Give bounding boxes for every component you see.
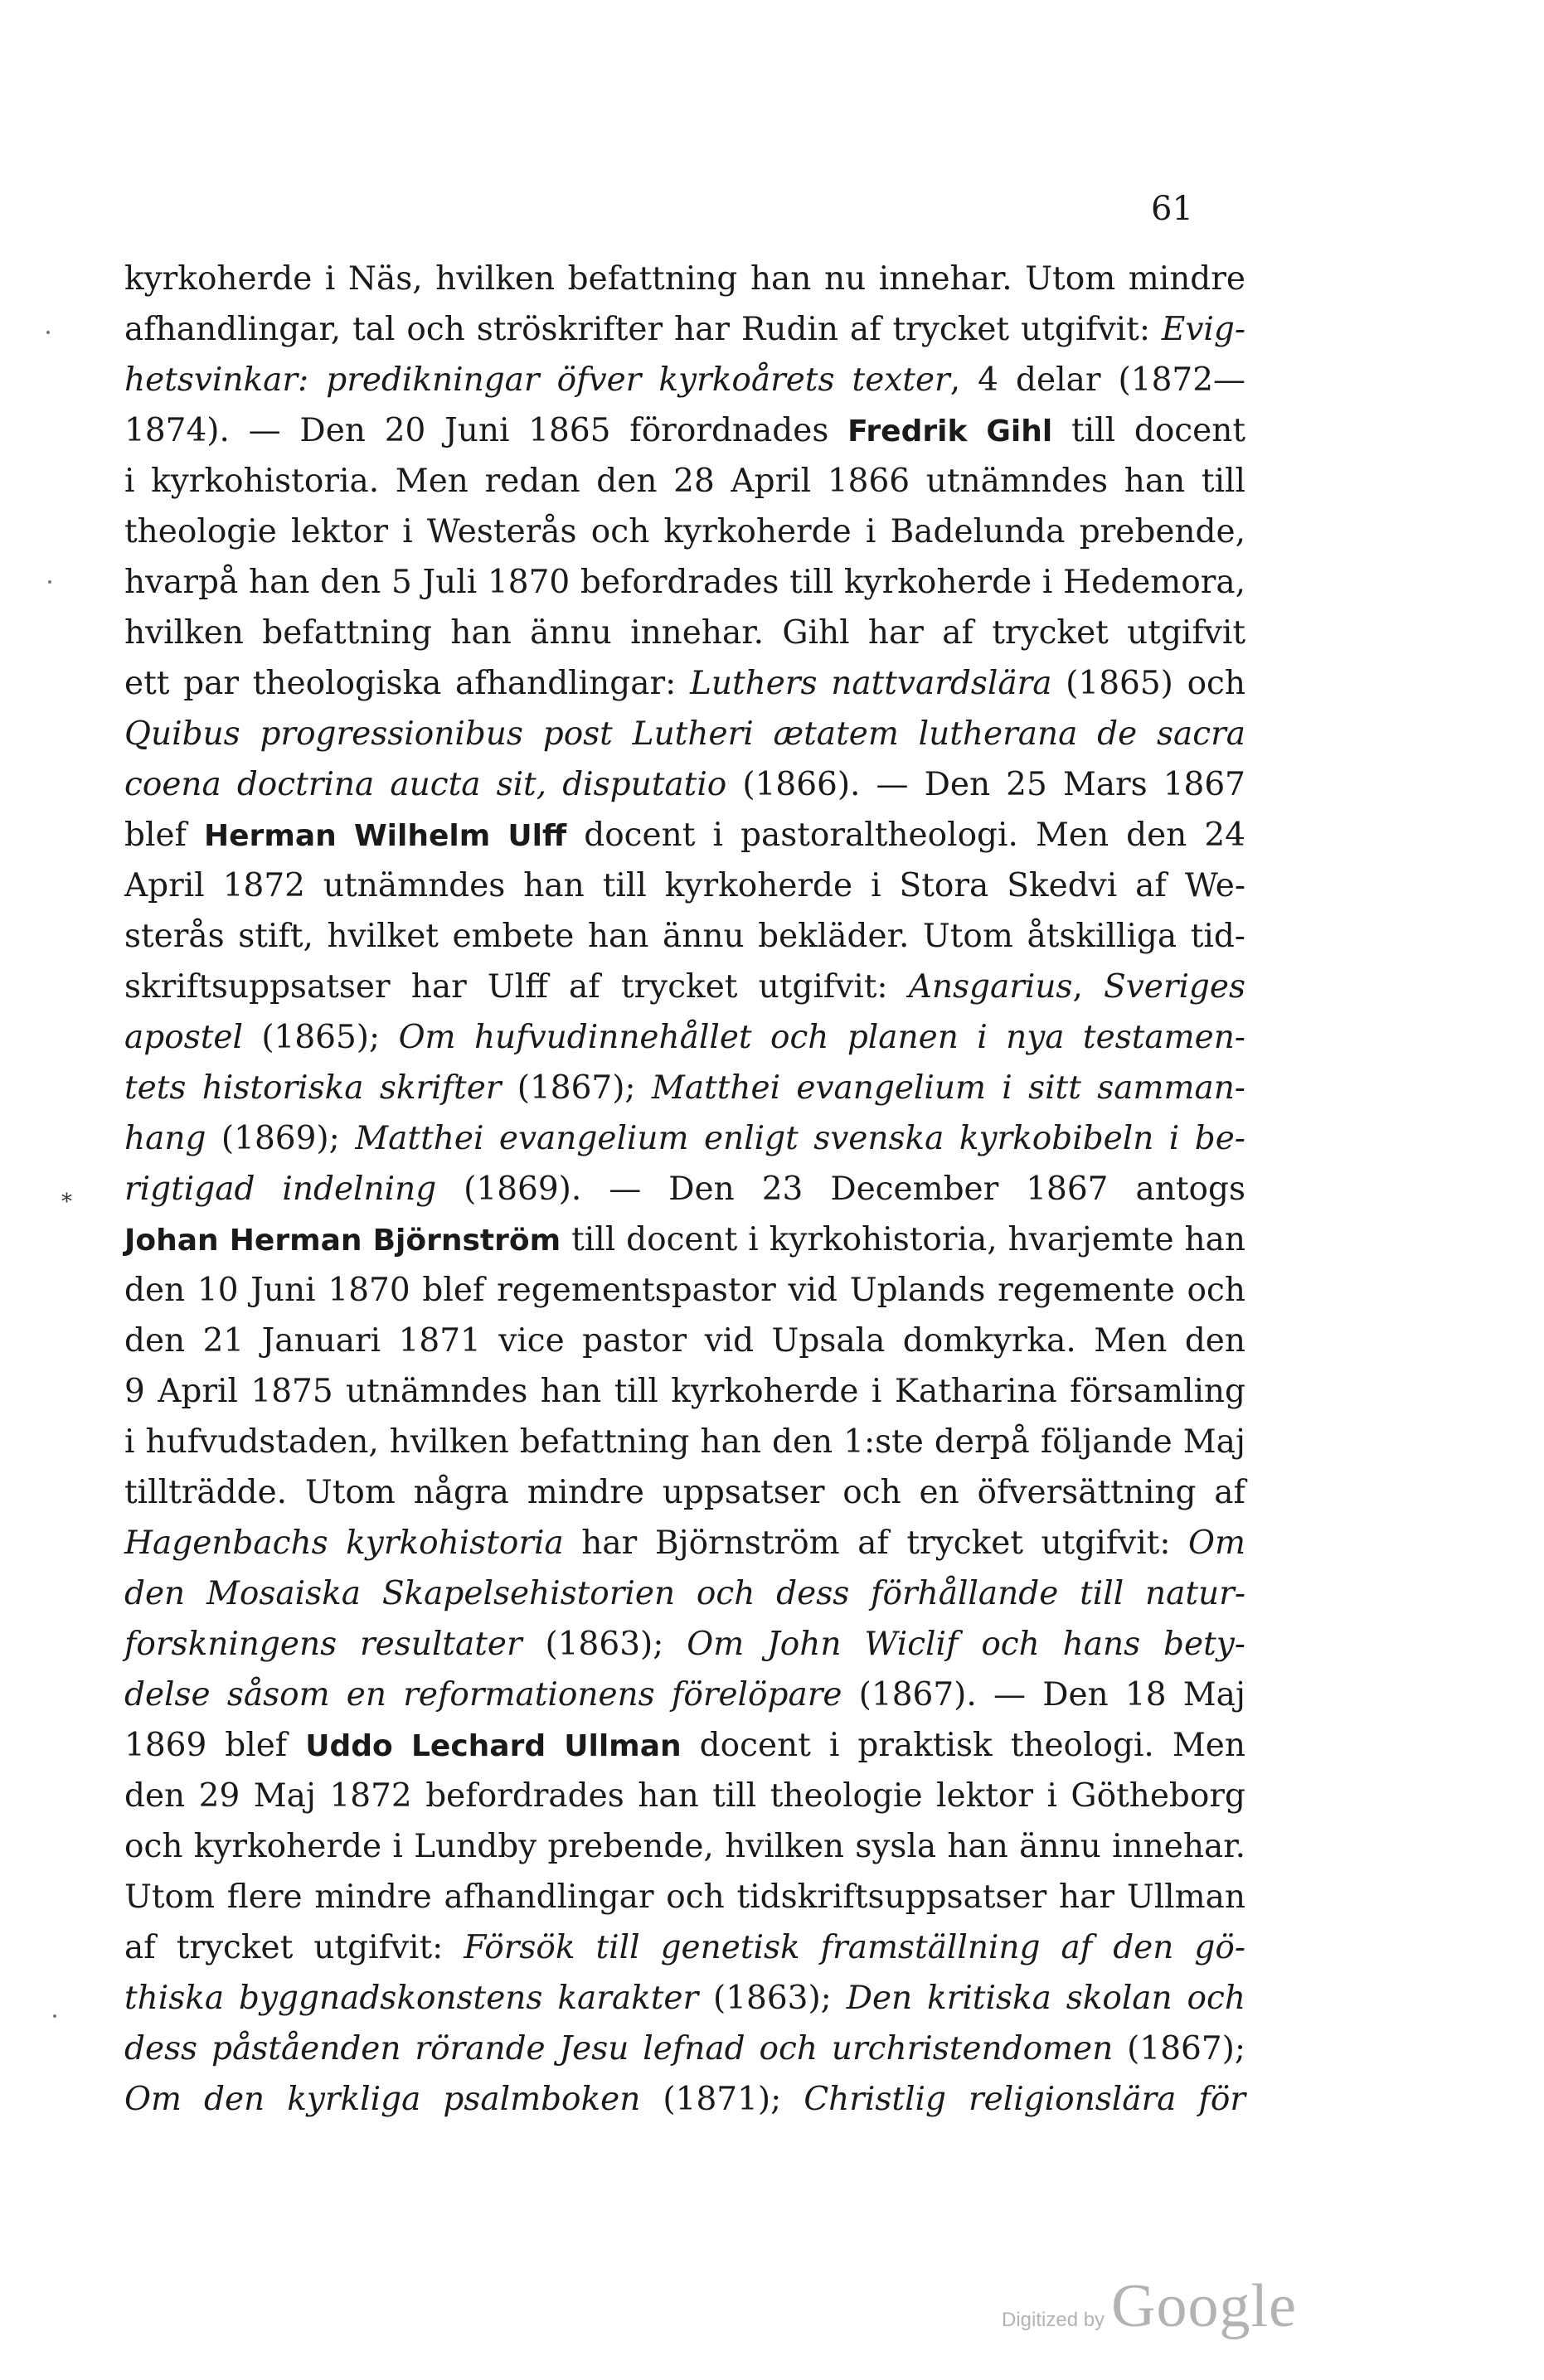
text-segment: den 29 Maj 1872 befordrades han till theologie lektor i Götheborg xyxy=(124,1777,1245,1815)
text-line xyxy=(124,1012,1245,1063)
text-segment: sterås stift, hvilket embete han ännu bekläder. Utom åtskilliga tid- xyxy=(124,918,1245,955)
title-italic: Luthers nattvardslära xyxy=(689,665,1052,702)
title-italic: Hagenbachs kyrkohistoria xyxy=(124,1524,564,1562)
title-italic: hang xyxy=(124,1120,206,1157)
text-segment: till docent xyxy=(1052,412,1246,449)
text-segment: har Björnström af trycket utgifvit: xyxy=(563,1524,1189,1562)
text-segment: docent i praktisk theologi. Men xyxy=(681,1727,1245,1764)
text-line xyxy=(124,2024,1245,2074)
text-segment: ett par theologiska afhandlingar: xyxy=(124,665,690,702)
text-line xyxy=(124,1366,1245,1417)
person-name: Fredrik Gihl xyxy=(847,414,1053,448)
text-segment: theologie lektor i Westerås och kyrkoherde i Badelunda prebende, xyxy=(124,513,1245,550)
text-line xyxy=(124,1063,1245,1113)
text-segment: hvilken befattning han ännu innehar. Gihl har af trycket utgifvit xyxy=(124,614,1245,652)
text-line xyxy=(124,1720,1245,1771)
text-line xyxy=(124,658,1245,709)
text-line xyxy=(124,1113,1245,1164)
text-segment: hvarpå han den 5 Juli 1870 befordrades till kyrkoherde i Hedemora, xyxy=(124,564,1245,601)
text-segment: (1867). — Den 18 Maj xyxy=(842,1676,1246,1714)
text-line xyxy=(124,405,1245,456)
text-line xyxy=(124,1670,1245,1720)
text-line xyxy=(124,557,1245,608)
text-line xyxy=(124,1214,1245,1265)
text-segment: (1869); xyxy=(206,1120,356,1157)
text-segment: (1863); xyxy=(522,1626,687,1663)
title-italic: dess påståenden rörande Jesu lefnad och urchristendomen xyxy=(124,2030,1114,2067)
text-segment: afhandlingar, tal och ströskrifter har Rudin af trycket utgifvit: xyxy=(124,311,1162,348)
title-italic: Ansgarius xyxy=(908,968,1073,1006)
title-italic: thiska byggnadskonstens karakter xyxy=(124,1980,699,2017)
text-segment: , xyxy=(1072,968,1104,1006)
title-italic: delse såsom en reformationens förelöpare xyxy=(124,1676,842,1714)
text-line xyxy=(124,860,1245,911)
title-italic: Om hufvudinnehållet och planen i nya testamen- xyxy=(398,1019,1245,1056)
text-line xyxy=(124,962,1245,1012)
title-italic: Den kritiska skolan och xyxy=(846,1980,1245,2017)
text-line xyxy=(124,1568,1245,1619)
text-segment: tillträdde. Utom några mindre uppsatser och en öfversättning af xyxy=(124,1474,1245,1511)
text-segment: och kyrkoherde i Lundby prebende, hvilken sysla han ännu innehar. xyxy=(124,1828,1245,1865)
title-italic: Matthei evangelium i sitt samman- xyxy=(651,1069,1245,1107)
text-segment: (1863); xyxy=(698,1980,847,2017)
text-segment: , 4 delar (1872— xyxy=(949,361,1246,399)
title-italic: Sveriges xyxy=(1103,968,1245,1006)
text-segment: af trycket utgifvit: xyxy=(124,1929,464,1966)
text-line xyxy=(124,1265,1245,1316)
text-segment: 9 April 1875 utnämndes han till kyrkoherde i Katharina församling xyxy=(124,1373,1245,1410)
title-italic: Matthei evangelium enligt svenska kyrkobibeln i be- xyxy=(355,1120,1245,1157)
text-segment: den 21 Januari 1871 vice pastor vid Upsala domkyrka. Men den xyxy=(124,1322,1245,1360)
watermark-prefix: Digitized by xyxy=(1002,2309,1105,2331)
text-segment: den 10 Juni 1870 blef regementspastor vid Uplands regemente och xyxy=(124,1272,1245,1309)
text-line xyxy=(124,1164,1245,1214)
title-italic: Försök till genetisk framställning af den gö- xyxy=(464,1929,1245,1966)
title-italic: den Mosaiska Skapelsehistorien och dess förhållande till natur- xyxy=(124,1575,1245,1612)
text-line xyxy=(124,456,1245,507)
text-segment: (1865); xyxy=(242,1019,399,1056)
title-italic: Christlig religionslära för xyxy=(804,2081,1245,2118)
text-line xyxy=(124,1872,1245,1922)
text-line xyxy=(124,2074,1245,2125)
text-line xyxy=(124,1316,1245,1366)
text-segment: blef xyxy=(124,817,205,854)
text-line xyxy=(124,709,1245,759)
text-line xyxy=(124,1922,1245,1973)
margin-dot xyxy=(46,331,50,334)
title-italic: apostel xyxy=(124,1019,243,1056)
title-italic: Quibus progressionibus post Lutheri ætatem lutherana de sacra xyxy=(124,715,1245,753)
title-italic: Om xyxy=(1188,1524,1246,1562)
person-name: Herman Wilhelm Ulff xyxy=(204,819,567,853)
watermark-brand: Google xyxy=(1111,2272,1297,2340)
title-italic: Om John Wiclif och hans bety- xyxy=(687,1626,1245,1663)
text-segment: i hufvudstaden, hvilken befattning han den 1:ste derpå följande Maj xyxy=(124,1423,1245,1461)
text-segment: i kyrkohistoria. Men redan den 28 April 1866 utnämndes han till xyxy=(124,463,1245,500)
text-segment: 1874). — Den 20 Juni 1865 förordnades xyxy=(124,412,848,449)
text-segment: (1866). — Den 25 Mars 1867 xyxy=(726,766,1245,803)
text-segment: till docent i kyrkohistoria, hvarjemte han xyxy=(561,1221,1245,1258)
margin-dot xyxy=(53,2014,56,2018)
text-segment: (1865) och xyxy=(1051,665,1246,702)
title-italic: Evig- xyxy=(1161,311,1245,348)
text-line xyxy=(124,355,1245,405)
text-segment: docent i pastoraltheologi. Men den 24 xyxy=(566,817,1245,854)
body-text xyxy=(124,254,1245,2125)
title-italic: forskningens resultater xyxy=(124,1626,522,1663)
text-line xyxy=(124,304,1245,355)
title-italic: rigtigad indelning xyxy=(124,1171,437,1208)
margin-mark: * xyxy=(61,1190,72,1214)
title-italic: coena doctrina aucta sit, disputatio xyxy=(124,766,727,803)
text-line xyxy=(124,1771,1245,1821)
text-line xyxy=(124,810,1245,860)
text-segment: (1867); xyxy=(501,1069,652,1107)
page-number: 61 xyxy=(1151,190,1193,228)
text-line xyxy=(124,1518,1245,1568)
text-line xyxy=(124,608,1245,658)
text-line xyxy=(124,1417,1245,1467)
text-segment: kyrkoherde i Näs, hvilken befattning han nu innehar. Utom mindre xyxy=(124,260,1245,298)
text-line xyxy=(124,911,1245,962)
text-segment: Utom flere mindre afhandlingar och tidskriftsuppsatser har Ullman xyxy=(124,1878,1245,1916)
text-segment: April 1872 utnämndes han till kyrkoherde i Stora Skedvi af We- xyxy=(124,867,1245,904)
margin-dot xyxy=(48,580,51,584)
text-segment: 1869 blef xyxy=(124,1727,306,1764)
title-italic: tets historiska skrifter xyxy=(124,1069,502,1107)
text-segment: skriftsuppsatser har Ulff af trycket utgifvit: xyxy=(124,968,909,1006)
text-line xyxy=(124,1821,1245,1872)
text-line xyxy=(124,1467,1245,1518)
title-italic: Om den kyrkliga psalmboken xyxy=(124,2081,641,2118)
text-segment: (1871); xyxy=(640,2081,804,2118)
person-name: Johan Herman Björnström xyxy=(124,1224,561,1258)
text-line xyxy=(124,254,1245,304)
text-line xyxy=(124,507,1245,557)
person-name: Uddo Lechard Ullman xyxy=(305,1729,682,1763)
text-segment: (1869). — Den 23 December 1867 antogs xyxy=(436,1171,1245,1208)
digitized-watermark xyxy=(1002,2271,1297,2342)
text-line xyxy=(124,759,1245,810)
text-line xyxy=(124,1619,1245,1670)
text-line xyxy=(124,1973,1245,2024)
text-segment: (1867); xyxy=(1113,2030,1245,2067)
title-italic: hetsvinkar: predikningar öfver kyrkoårets texter xyxy=(124,361,950,399)
